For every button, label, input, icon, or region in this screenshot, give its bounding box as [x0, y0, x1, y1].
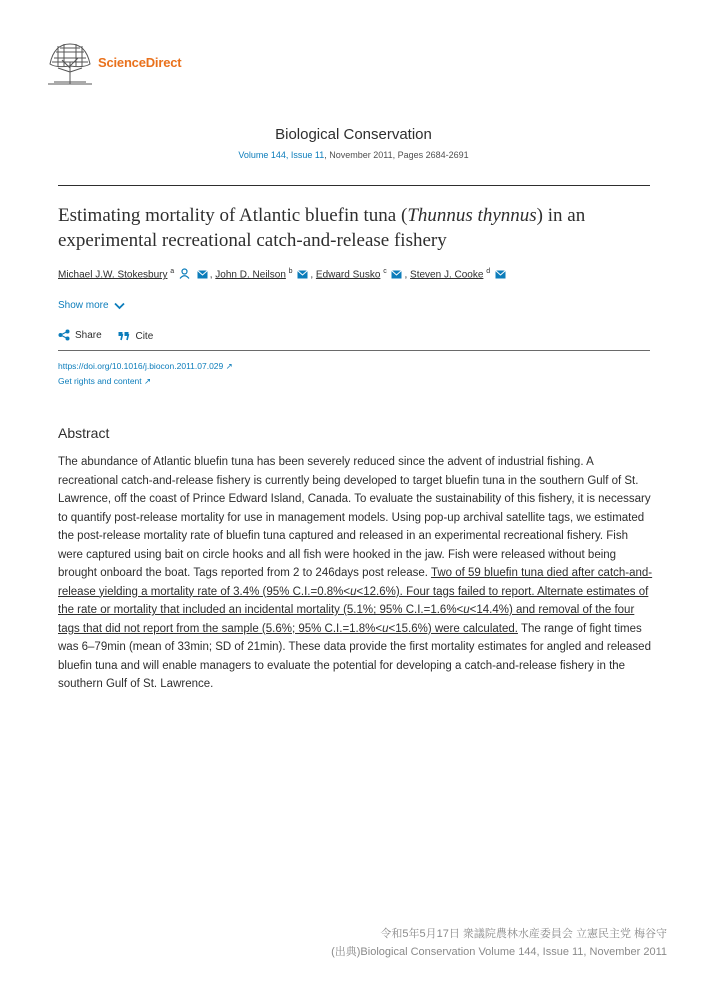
article-title [58, 203, 658, 253]
date-pages: , November 2011, Pages 2684-2691 [324, 150, 469, 160]
show-more-label: Show more [58, 300, 109, 311]
sep: , [285, 150, 291, 160]
abstract-heading: Abstract [58, 425, 110, 441]
source-stamp-line2: (出典)Biological Conservation Volume 144, Issue 11, November 2011 [331, 946, 667, 958]
author-link[interactable]: Edward Susko [315, 269, 381, 281]
title-species: Thunnus thynnus [407, 205, 537, 226]
citation-line [0, 150, 707, 160]
abstract-body [58, 453, 654, 694]
highlight-part: Two of 59 bluefin tuna died after catch-and-release yielding a mortality rate of 3.4% (95% C.I.=0.8%< [58, 567, 653, 598]
email-icon[interactable] [197, 270, 208, 282]
divider [58, 350, 650, 351]
affiliation-sup[interactable]: c [383, 268, 387, 275]
abstract-text: The abundance of Atlantic bluefin tuna has been severely reduced since the advent of industrial fishing. A recreational catch-and-release fishery is currently being developed to target bluefin tuna in the southern Gulf of St. Lawrence, off the coast of Prince Edward Island, Canada. To evaluate the sustainability of this fishery, it is necessary to quantify post-release mortality for use in management models. Using pop-up archival satellite tags, we estimated the post-release mortality rate of bluefin tuna captured and released in an experimental recreational fishery. Fish were captured using bait on circle hooks and all fish were hooked in the jaw. Fish were released without being brought onboard the boat. Tags reported from 2 to 246days post release. [58, 456, 651, 579]
volume-link[interactable]: Volume 144 [238, 150, 286, 160]
quote-icon [118, 331, 130, 341]
show-more-button[interactable] [58, 300, 125, 311]
issue-link[interactable]: Issue 11 [290, 150, 325, 160]
article-actions [58, 329, 167, 344]
source-stamp-line1: 令和5年5月17日 衆議院農林水産委員会 立憲民主党 梅谷守 [380, 928, 667, 940]
sciencedirect-brand[interactable]: ScienceDirect [98, 55, 182, 70]
abstract-text: The range of fight times was 6–79min (mean of 33min; SD of 21min). These data provide the first mortality estimates for angled and released bluefin tuna and will enable managers to evaluate the potential for developing a catch-and-release fishery in the southern Gulf of St. Lawrence. [58, 622, 651, 690]
author-list [58, 268, 508, 282]
title-part: Estimating mortality of Atlantic bluefin tuna ( [58, 205, 408, 226]
author-sep: , [209, 269, 216, 281]
math-var: u [382, 622, 389, 635]
affiliation-sup[interactable]: b [288, 268, 293, 275]
cite-label: Cite [135, 330, 154, 342]
author-link[interactable]: Michael J.W. Stokesbury [58, 269, 168, 281]
person-icon[interactable] [179, 268, 190, 282]
doi-link[interactable]: https://doi.org/10.1016/j.biocon.2011.07.029 ↗ [58, 361, 233, 371]
author-sep: , [310, 269, 316, 281]
title-part: ) in an experimental recreational catch-and-release fishery [58, 205, 586, 251]
email-icon[interactable] [495, 270, 506, 282]
chevron-down-icon [114, 302, 125, 310]
share-button[interactable] [58, 329, 102, 341]
math-var: u [463, 604, 470, 616]
author-link[interactable]: Steven J. Cooke [410, 269, 484, 281]
author-sep: , [404, 269, 411, 281]
highlight-part: <12.6%). Four tags failed to report. Alternate estimates of the rate or mortality that included an incidental mortality (5.1%; 95% C.I.=1.6%< [58, 585, 649, 616]
email-icon[interactable] [297, 270, 308, 282]
affiliation-sup[interactable]: d [486, 268, 491, 275]
divider [58, 185, 650, 186]
elsevier-tree-icon [44, 38, 96, 86]
rights-link[interactable]: Get rights and content ↗ [58, 376, 152, 386]
highlight-part: <14.4%) and removal of the four tags that did not report from the sample (5.6%; 95% C.I.=1.8%< [58, 604, 635, 635]
cite-button[interactable] [118, 331, 153, 342]
share-icon [58, 329, 70, 341]
email-icon[interactable] [391, 270, 402, 282]
math-var: u [350, 585, 357, 598]
share-label: Share [75, 329, 102, 341]
affiliation-sup[interactable]: a [170, 268, 175, 275]
highlight-part: <15.6%) were calculated. [388, 622, 518, 635]
journal-name[interactable]: Biological Conservation [275, 126, 432, 143]
author-link[interactable]: John D. Neilson [215, 269, 286, 281]
